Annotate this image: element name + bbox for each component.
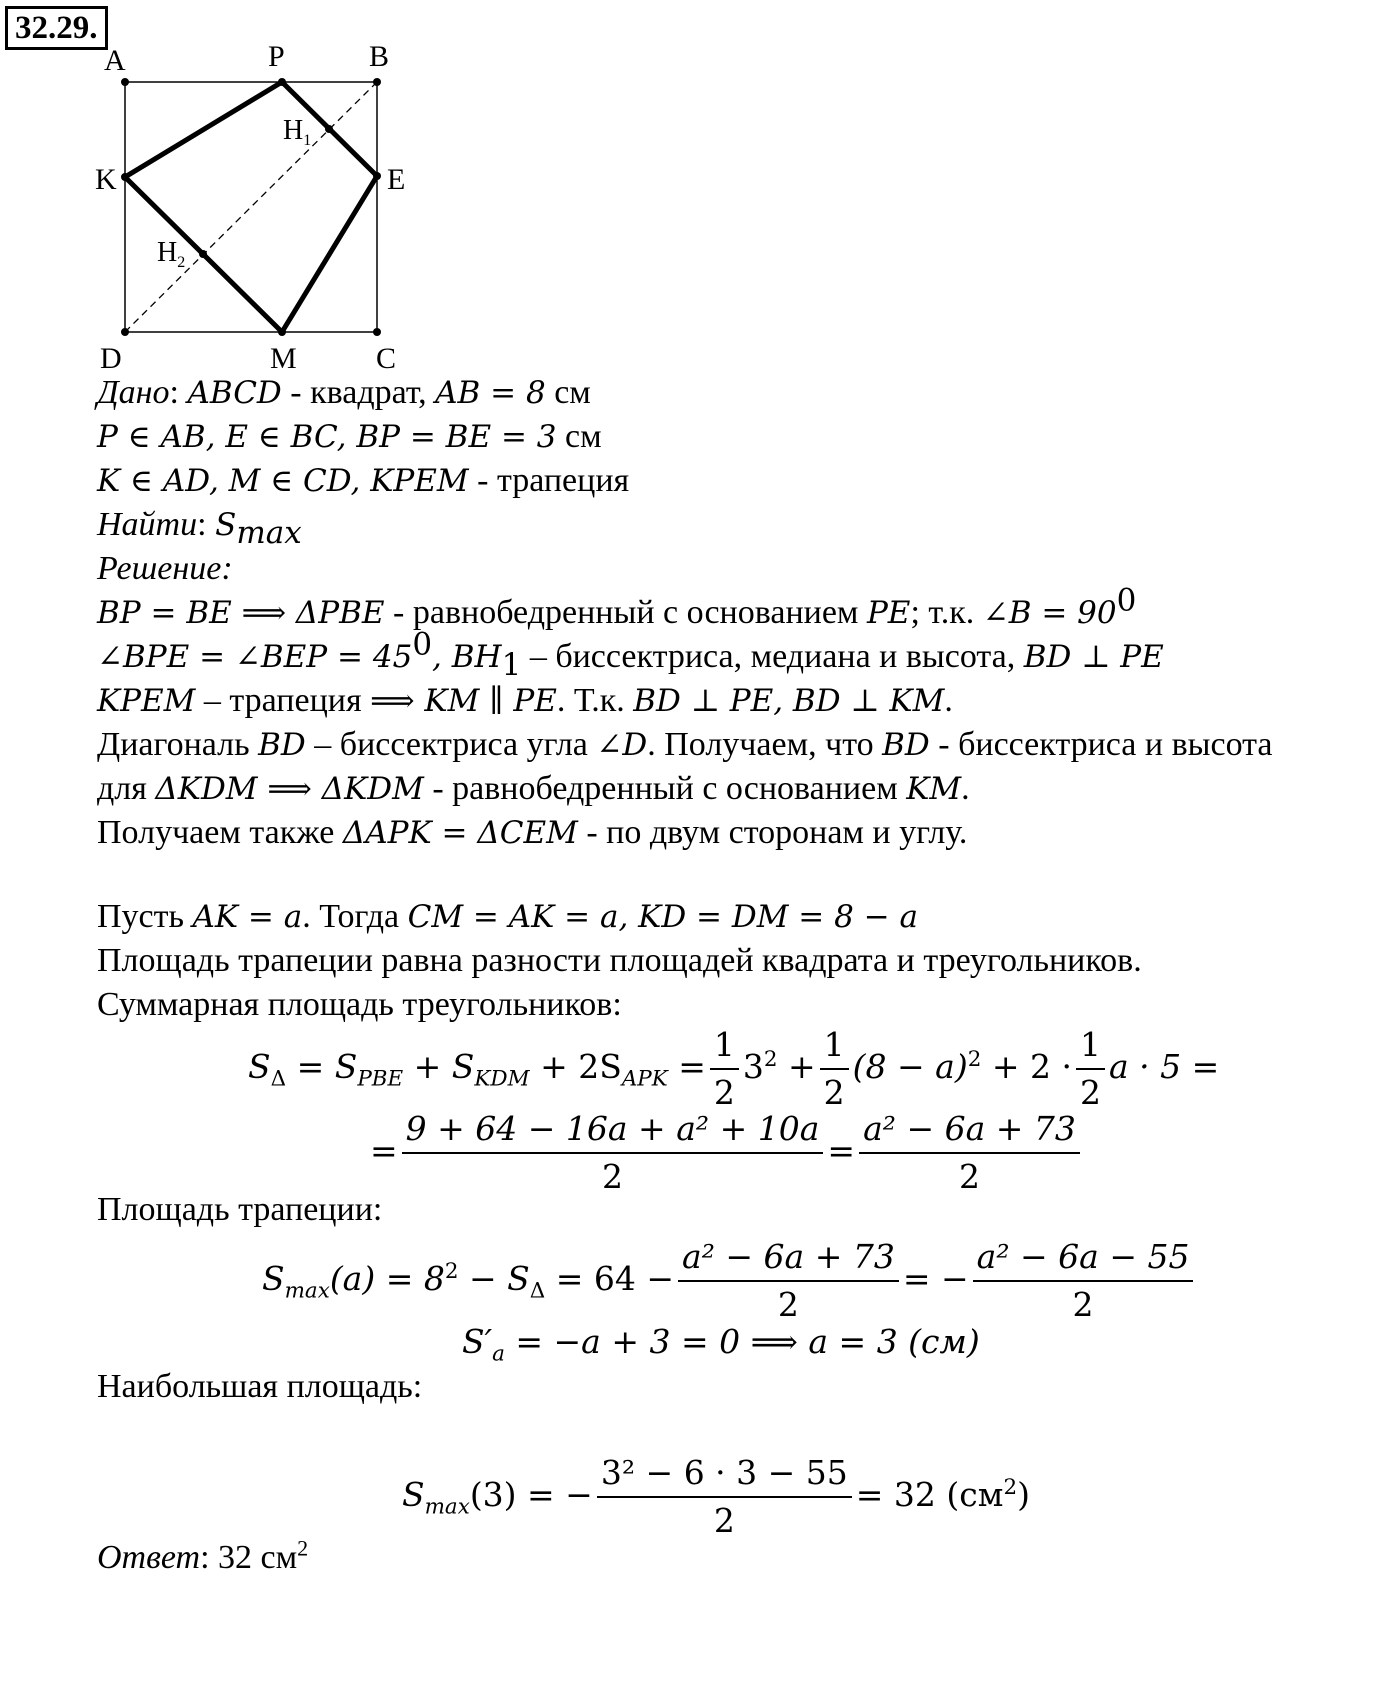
label-a: A [104,44,126,77]
solution-line-11: Наибольшая площадь: [97,1368,423,1405]
given-line-2: P ∈ AB, E ∈ BC, BP = BE = 3 см [97,418,602,455]
solution-line-4: Диагональ BD – биссектриса угла ∠D. Получаем, что BD - биссектриса и высота [97,726,1273,763]
equation-max-area: $S_{max}(3)$ = − $\frac{\text{3² − 6 · 3 − 55}}{2}$ = 32 $(см^2)$ [402,1450,1030,1544]
label-h1: $H_1$ [283,115,312,149]
label-m: M [270,342,297,375]
solution-line-8: Площадь трапеции равна разности площадей квадрата и треугольников. [97,942,1142,979]
equation-triangles-sum: $S_\Delta = S_{PBE} + S_{KDM} + 2S_{APK}$ = $\frac{1}{2}$ $3^2$ + $\frac{1}{2}$ $(8 - a)^2 + 2$ · $\frac{1}{2}$ a · 5 = [248,1022,1219,1116]
solution-line-3: KPEM – трапеция ⟹ KM ∥ PE. Т.к. BD ⊥ PE, BD ⊥ KM. [97,682,953,719]
problem-number: 32.29. [5,6,108,50]
solution-line-5: для ΔKDM ⟹ ΔKDM - равнобедренный с основанием KM. [97,770,970,807]
answer-line: Ответ: 32 $см^2$ [97,1535,309,1576]
solution-line-7: Пусть AK = a. Тогда CM = AK = a, KD = DM = 8 − a [97,898,919,935]
solution-line-1: BP = BE ⟹ ΔPBE - равнобедренный с основанием PE; т.к. ∠B = $90^0$ [97,582,1137,631]
label-h2: $H_2$ [157,237,186,271]
equation-derivative: $S'_a = -a + 3 = 0$ ⟹ a = 3 (см) [462,1322,980,1367]
solution-line-6: Получаем также ΔAPK = ΔCEM - по двум сторонам и углу. [97,814,968,851]
given-line-3: K ∈ AD, M ∈ CD, KPEM - трапеция [97,462,630,499]
equation-trapezoid-area: $S_{max}(a) = 8^2 - S_\Delta = 64$ − $\frac{\text{a² − 6a + 73}}{2}$ = − $\frac{\text{a² − 6a − 55}}{2}$ [262,1234,1197,1328]
equation-triangles-simplified: = $\frac{\text{9 + 64 − 16a + a² + 10a}}{2}$ = $\frac{\text{a² − 6a + 73}}{2}$ [370,1106,1084,1200]
label-d: D [100,342,122,375]
label-b: B [369,40,390,73]
solution-line-2: ∠BPE = ∠BEP = $45^0$, $BH_1$ – биссектриса, медиана и высота, BD ⊥ PE [97,626,1164,683]
label-e: E [387,163,406,196]
solution-heading: Решение: [97,550,233,587]
label-c: C [376,342,397,375]
find-line: Найти: $S_{max}$ [97,506,302,551]
solution-line-10: Площадь трапеции: [97,1191,383,1228]
given-line-1: Дано: ABCD - квадрат, AB = 8 см [97,374,591,411]
label-k: K [95,163,117,196]
solution-line-9: Суммарная площадь треугольников: [97,986,622,1023]
diagonal-bd [125,82,377,332]
geometry-figure [0,0,460,410]
label-p: P [268,40,285,73]
